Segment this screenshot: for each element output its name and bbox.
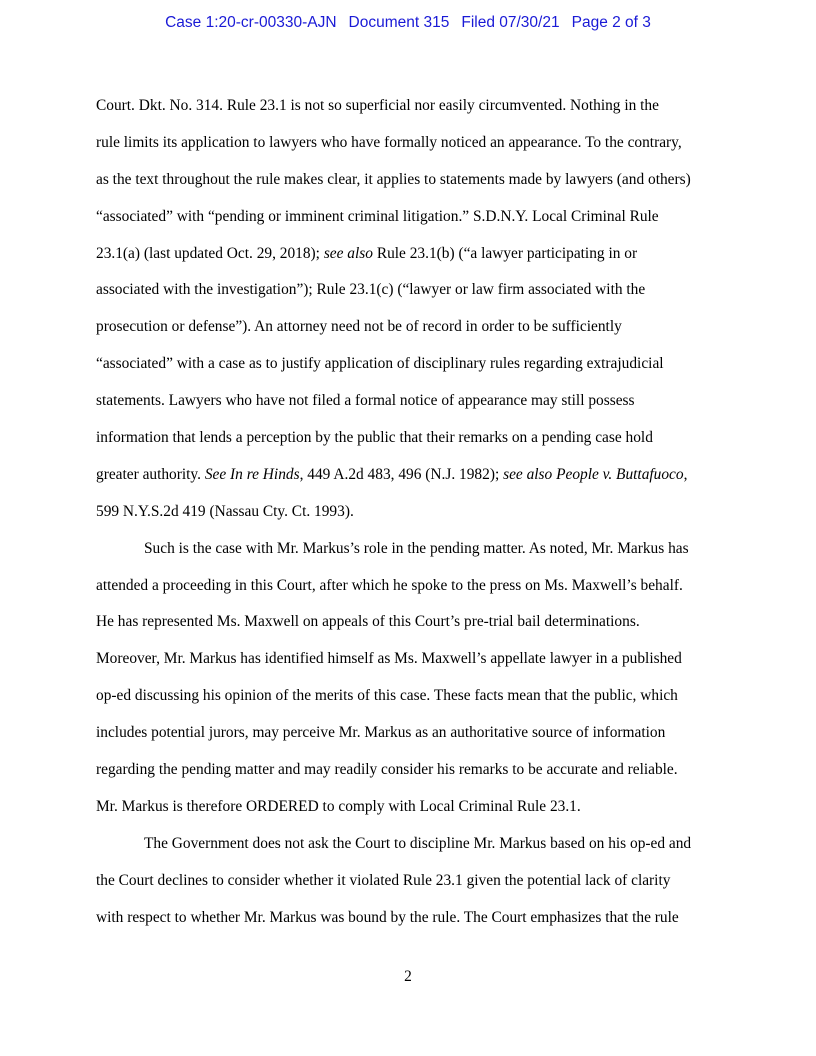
text-line: 599 N.Y.S.2d 419 (Nassau Cty. Ct. 1993). [96,502,354,520]
document-number: Document 315 [348,14,450,31]
text-line [96,236,724,273]
text-line: as the text throughout the rule makes clear, it applies to statements made by lawyers (and others) [96,170,691,188]
text-line: Moreover, Mr. Markus has identified himself as Ms. Maxwell’s appellate lawyer in a published [96,650,682,668]
text-line: “associated” with “pending or imminent criminal litigation.” S.D.N.Y. Local Criminal Rule [96,207,659,225]
text-line: statements. Lawyers who have not filed a formal notice of appearance may still possess [96,392,635,410]
text-line: rule limits its application to lawyers who have formally noticed an appearance. To the contrary, [96,133,682,151]
text-line: associated with the investigation”); Rule 23.1(c) (“lawyer or law firm associated with the [96,281,646,299]
document-header [0,14,816,32]
text-line: the Court declines to consider whether it violated Rule 23.1 given the potential lack of clarity [96,871,671,889]
document-body [96,88,724,936]
text-line: information that lends a perception by the public that their remarks on a pending case hold [96,429,653,447]
page-indicator: Page 2 of 3 [571,14,651,31]
case-number: Case 1:20-cr-00330-AJN [165,14,337,31]
filed-date: Filed 07/30/21 [461,14,560,31]
text-line: op-ed discussing his opinion of the merits of this case. These facts mean that the public, which [96,687,678,705]
text-run: , [683,465,688,483]
text-line: Court. Dkt. No. 314. Rule 23.1 is not so superficial nor easily circumvented. Nothing in the [96,97,659,114]
text-line: He has represented Ms. Maxwell on appeals of this Court’s pre-trial bail determinations. [96,613,640,631]
text-line: attended a proceeding in this Court, after which he spoke to the press on Ms. Maxwell’s behalf. [96,576,683,594]
case-citation: See In re Hinds [204,465,300,483]
text-line: “associated” with a case as to justify application of disciplinary rules regarding extrajudicial [96,355,664,373]
text-line: Mr. Markus is therefore ORDERED to comply with Local Criminal Rule 23.1. [96,797,581,815]
text-line: Such is the case with Mr. Markus’s role in the pending matter. As noted, Mr. Markus has [144,539,689,557]
text-line [96,457,724,494]
text-line: regarding the pending matter and may readily consider his remarks to be accurate and reliable. [96,761,678,779]
text-line: prosecution or defense”). An attorney need not be of record in order to be sufficiently [96,318,622,336]
page-number: 2 [404,968,412,985]
text-run: 23.1(a) (last updated Oct. 29, 2018); [96,244,324,262]
text-line: includes potential jurors, may perceive Mr. Markus as an authoritative source of information [96,724,666,742]
citation-signal: see also [323,244,373,262]
case-citation: see also People v. Buttafuoco [503,465,684,483]
text-line: with respect to whether Mr. Markus was bound by the rule. The Court emphasizes that the rule [96,908,679,926]
text-line: The Government does not ask the Court to discipline Mr. Markus based on his op-ed and [144,834,692,852]
text-run: Rule 23.1(b) (“a lawyer participating in or [372,244,638,262]
text-run: , 449 A.2d 483, 496 (N.J. 1982); [299,465,504,483]
text-run: greater authority. [96,465,205,483]
